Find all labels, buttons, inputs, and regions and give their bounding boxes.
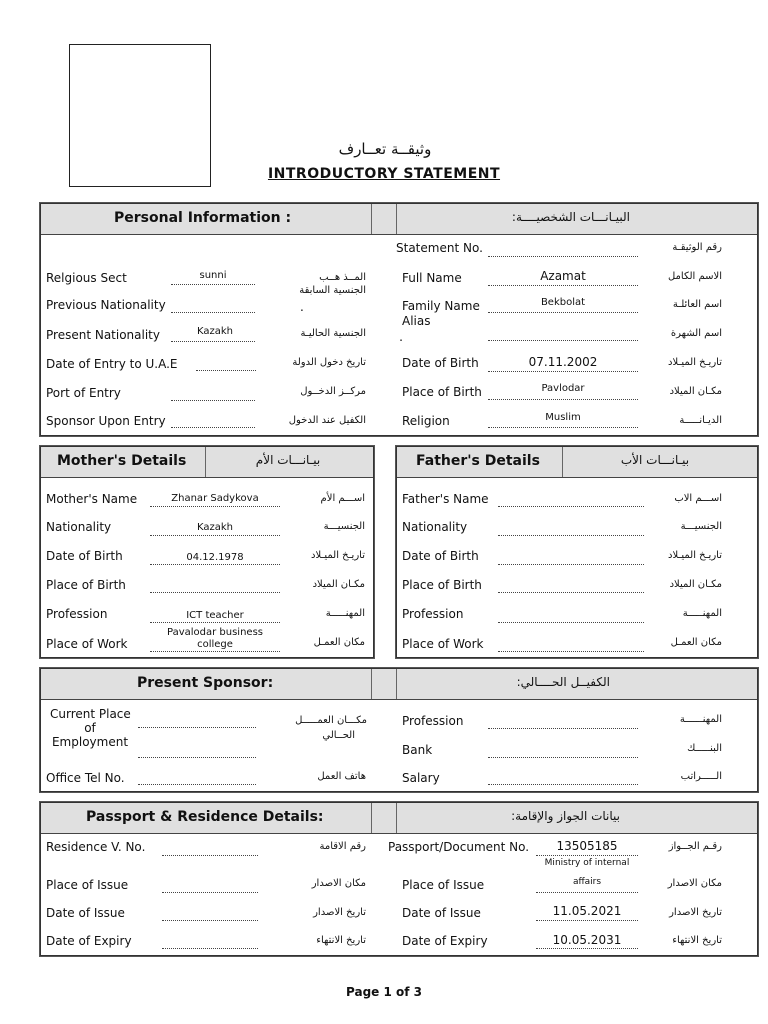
father-name-ar: اســـم الاب [674, 493, 722, 504]
pass-date-label: Date of Issue [402, 906, 481, 920]
sect-label: Relgious Sect [46, 271, 127, 285]
father-name-label: Father's Name [402, 492, 489, 506]
personal-section [40, 203, 758, 436]
mother-prof-value: ICT teacher [186, 610, 244, 621]
mother-nat-label: Nationality [46, 520, 112, 534]
mother-prof-ar: المهنـــــة [325, 608, 365, 619]
father-pob-ar: مكـان الميلاد [669, 579, 722, 590]
father-pob-label: Place of Birth [402, 578, 482, 592]
mother-pob-label: Place of Birth [46, 578, 126, 592]
mother-pob-ar: مكـان الميلاد [312, 579, 365, 590]
father-nat-label: Nationality [402, 520, 468, 534]
pob-label: Place of Birth [402, 385, 482, 399]
entry-date-ar: تاريخ دخول الدولة [292, 357, 366, 368]
page-number: Page 1 of 3 [346, 985, 422, 999]
mother-name-label: Mother's Name [46, 492, 138, 506]
res-place-ar: مكان الاصدار [311, 878, 366, 889]
dob-value: 07.11.2002 [528, 355, 598, 369]
employment-label-1: Current Place [50, 707, 131, 721]
mother-prof-label: Profession [46, 607, 108, 621]
sponsor-title: Present Sponsor: [137, 675, 274, 691]
sponsor-entry-ar: الكفيل عند الدخول [288, 415, 366, 426]
personal-title: Personal Information : [114, 210, 292, 226]
mother-nat-ar: الجنسيـــة [323, 521, 365, 532]
father-prof-ar: المهنـــــة [682, 608, 722, 619]
pass-place-label: Place of Issue [402, 878, 485, 892]
religion-value: Muslim [545, 412, 581, 423]
statement-no-ar: رقم الوثيقـة [672, 242, 722, 253]
employment-label-2: of [84, 721, 96, 735]
res-expiry-ar: تاريخ الانتهاء [316, 935, 366, 946]
father-work-ar: مكان العمـل [670, 637, 722, 648]
residence-no-ar: رقم الاقامة [319, 841, 366, 852]
salary-ar: الـــــراتب [680, 771, 722, 782]
mother-dob-ar: تاريـخ الميـلاد [311, 550, 365, 561]
father-title: Father's Details [416, 453, 540, 469]
pass-place-ar: مكان الاصدار [667, 878, 722, 889]
passport-no-label: Passport/Document No. [388, 840, 530, 854]
alias-ar: اسم الشهرة [670, 328, 722, 339]
bank-ar: البنـــــك [687, 743, 722, 754]
father-prof-label: Profession [402, 607, 464, 621]
family-name-value: Bekbolat [540, 297, 586, 308]
entry-date-label: Date of Entry to U.A.E [46, 357, 178, 371]
pass-expiry-value: 10.05.2031 [552, 933, 622, 947]
res-place-label: Place of Issue [46, 878, 129, 892]
port-ar: مركــز الدخــول [300, 386, 366, 397]
alias-value: . [399, 330, 403, 344]
employment-ar-2: الحــالي [322, 730, 355, 741]
father-title-ar: بيـانـــات الأب [620, 453, 690, 467]
pass-date-ar: تاريخ الاصدار [669, 907, 722, 918]
mother-name-ar: اســـم الأم [320, 493, 365, 504]
full-name-value: Azamat [540, 269, 586, 283]
present-nat-value: Kazakh [197, 326, 234, 337]
title-arabic: وثيقــة تعــارف [338, 140, 432, 158]
mother-dob-value: 04.12.1978 [186, 552, 244, 563]
passport-no-ar: رقـم الجــواز [668, 841, 722, 852]
family-name-label: Family Name [402, 299, 480, 313]
father-dob-label: Date of Birth [402, 549, 479, 563]
pass-place-value-2: affairs [572, 877, 602, 887]
passport-title-ar: بيانات الجواز والإقامة: [511, 809, 620, 823]
present-nat-ar: الجنسية الحاليـة [300, 328, 366, 339]
sponsor-entry-label: Sponsor Upon Entry [46, 414, 166, 428]
mother-nat-value: Kazakh [196, 522, 233, 533]
sponsor-prof-label: Profession [402, 714, 464, 728]
sponsor-title-ar: الكفيــل الحــــالي: [516, 675, 610, 689]
prev-nat-ar: الجنسية السابقة [299, 285, 366, 296]
mother-name-value: Zhanar Sadykova [171, 493, 259, 504]
mother-title-ar: بيـانـــات الأم [255, 453, 321, 467]
sect-value: sunni [199, 270, 227, 281]
pass-expiry-ar: تاريخ الانتهاء [672, 935, 722, 946]
full-name-label: Full Name [402, 271, 462, 285]
family-name-ar: اسم العائلـة [672, 299, 722, 310]
mother-work-value-1: Pavalodar business [166, 627, 263, 638]
mother-work-ar: مكان العمـل [313, 637, 365, 648]
office-tel-ar: هاتف العمل [317, 771, 366, 782]
mother-work-value-2: college [197, 639, 233, 650]
dob-ar: تاريـخ الميـلاد [668, 357, 722, 368]
pass-date-value: 11.05.2021 [552, 904, 622, 918]
mother-dob-label: Date of Birth [46, 549, 123, 563]
pass-expiry-label: Date of Expiry [402, 934, 488, 948]
dob-label: Date of Birth [402, 356, 479, 370]
sponsor-prof-ar: المهنــــــة [679, 714, 722, 725]
res-expiry-label: Date of Expiry [46, 934, 132, 948]
full-name-ar: الاسم الكامل [667, 271, 722, 282]
salary-label: Salary [402, 771, 440, 785]
bank-label: Bank [402, 743, 433, 757]
pass-place-value-1: Ministry of internal [544, 858, 630, 868]
title-english: INTRODUCTORY STATEMENT [267, 166, 501, 182]
statement-no-label: Statement No. [396, 241, 483, 255]
present-nat-label: Present Nationality [46, 328, 160, 342]
religion-label: Religion [402, 414, 450, 428]
father-nat-ar: الجنسيـــة [680, 521, 722, 532]
prev-nat-label: Previous Nationality [46, 298, 166, 312]
passport-no-value: 13505185 [556, 839, 618, 853]
employment-ar-1: مكـــان العمـــــل [295, 715, 367, 726]
prev-nat-value: . [300, 300, 304, 314]
alias-label: Alias [402, 314, 431, 328]
employment-label-3: Employment [51, 735, 129, 749]
religion-ar: الديـانـــــة [679, 415, 722, 426]
res-date-ar: تاريخ الاصدار [313, 907, 366, 918]
father-dob-ar: تاريـخ الميـلاد [668, 550, 722, 561]
mother-title: Mother's Details [57, 453, 187, 469]
residence-no-label: Residence V. No. [46, 840, 146, 854]
pob-value: Pavlodar [541, 383, 585, 394]
sect-ar: المــذ هــب [319, 272, 366, 283]
father-work-label: Place of Work [402, 637, 484, 651]
res-date-label: Date of Issue [46, 906, 125, 920]
passport-title: Passport & Residence Details: [86, 809, 324, 825]
port-label: Port of Entry [46, 386, 121, 400]
pob-ar: مكـان الميلاد [669, 386, 722, 397]
mother-work-label: Place of Work [46, 637, 128, 651]
office-tel-label: Office Tel No. [46, 771, 125, 785]
personal-title-ar: البيـانـــات الشخصيــــة: [511, 210, 630, 224]
photo-box [69, 44, 211, 187]
